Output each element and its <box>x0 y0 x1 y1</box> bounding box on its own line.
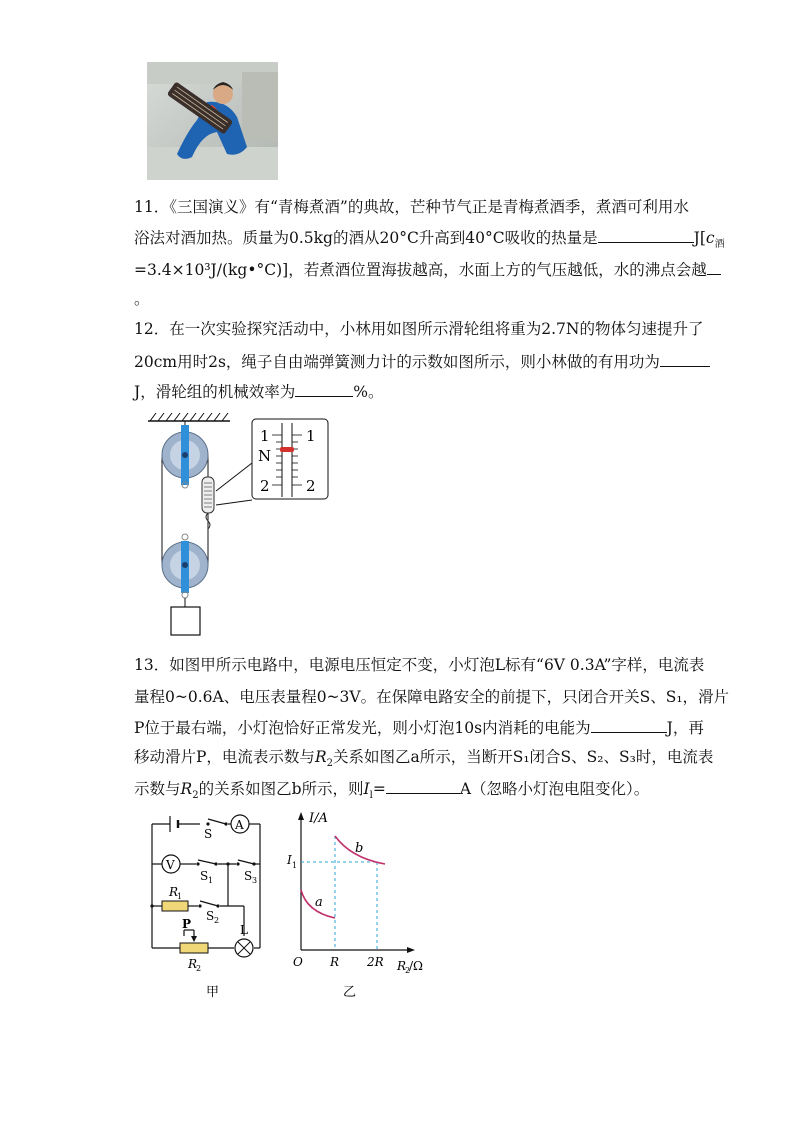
q13-line-5-text: 示数与 <box>134 780 181 798</box>
switch-s1-label: S <box>200 869 209 883</box>
q12-work-answer-blank[interactable] <box>660 350 710 367</box>
callout-line-top <box>216 463 252 491</box>
q13-line-1: 13．如图甲所示电路中，电源电压恒定不变，小灯泡L标有“6V 0.3A”字样，电流表 <box>134 656 705 674</box>
curve-b-label: b <box>355 841 364 856</box>
slider-arrow <box>191 936 197 942</box>
slider-p-label: P <box>182 917 192 931</box>
q11-heat-answer-blank[interactable] <box>598 226 694 243</box>
q11-c-subscript: 酒 <box>714 239 725 251</box>
q13-r2-subscript: 2 <box>326 758 333 770</box>
q11-line-2-unit: J[ <box>693 229 706 247</box>
scale-label-2-right: 2 <box>306 477 316 495</box>
tick-r-label: R <box>330 955 340 969</box>
origin-label: O <box>293 955 303 969</box>
scale-reading-callout <box>252 419 328 499</box>
rheostat-r2 <box>180 943 208 953</box>
switch-s3-label: S <box>244 869 253 883</box>
current-resistance-graph <box>285 800 435 1005</box>
q13-line-4 <box>134 746 713 775</box>
q13-r2-subscript-2: 2 <box>192 790 199 802</box>
q12-line-3 <box>134 380 383 403</box>
scale-pointer <box>280 447 294 452</box>
q13-line-3-text: P位于最右端，小灯泡恰好正常发光，则小灯泡10s内消耗的电能为 <box>134 719 591 737</box>
ammeter-label: A <box>235 818 244 832</box>
scale-unit-label: N <box>258 447 272 465</box>
curve-a-label: a <box>315 895 323 910</box>
switch-s2-subscript: 2 <box>214 916 220 925</box>
ceiling-hatch <box>150 413 228 421</box>
q12-line-3-text: J，滑轮组的机械效率为 <box>134 383 296 401</box>
lamp-l-label: L <box>240 923 248 937</box>
y-axis-label: I/A <box>309 811 328 826</box>
r2-label: R <box>188 957 198 971</box>
spring-scale <box>202 477 214 529</box>
x-axis-label: R <box>397 959 407 973</box>
q13-line-3-end: J，再 <box>666 719 704 737</box>
fixed-pulley <box>162 425 208 488</box>
q13-line-5-mid: 的关系如图乙b所示，则 <box>198 780 364 798</box>
scale-label-1-right: 1 <box>306 427 316 445</box>
x-axis-arrow <box>407 947 415 953</box>
guide-lines <box>301 836 377 950</box>
r1-subscript: 1 <box>177 892 183 901</box>
q12-line-1: 12．在一次实验探究活动中，小林用如图所示滑轮组将重为2.7N的物体匀速提升了 <box>134 320 704 338</box>
circuit-caption: 甲 <box>206 985 220 1000</box>
q13-line-4-text: 移动滑片P，电流表示数与 <box>134 748 315 766</box>
circuit-diagram <box>140 808 270 1008</box>
q11-boiling-answer-blank[interactable] <box>707 258 721 275</box>
q11-line-3-text: =3.4×10³J/(kg•°C)]，若煮酒位置海拔越高，水面上方的气压越低，水的沸点会越 <box>134 261 707 279</box>
q13-equals: = <box>372 780 386 798</box>
q11-c-symbol: c <box>705 229 715 247</box>
r1-label: R <box>169 885 179 899</box>
pulley-diagram <box>140 405 340 640</box>
switch-s-label: S <box>204 827 213 841</box>
astronaut-photo <box>147 62 278 180</box>
resistor-r1 <box>162 901 188 911</box>
q12-line-3-end: %。 <box>353 383 384 401</box>
q13-energy-answer-blank[interactable] <box>591 716 667 733</box>
weight-block <box>171 607 200 635</box>
q13-current-answer-blank[interactable] <box>386 777 460 794</box>
i1-subscript: 1 <box>292 861 298 870</box>
q11-line-2 <box>134 226 725 256</box>
q11-line-4: 。 <box>134 290 150 308</box>
callout-line-bottom <box>216 500 252 505</box>
y-axis-arrow <box>298 812 304 820</box>
voltmeter-label: V <box>166 858 175 872</box>
switch-s2-label: S <box>206 909 215 923</box>
q13-line-4-end: 关系如图乙a所示，当断开S₁闭合S、S₂、S₃时，电流表 <box>332 748 714 766</box>
scale-label-1-left: 1 <box>260 427 270 445</box>
astronaut-photo-illustration <box>147 62 278 180</box>
switch-s1-subscript: 1 <box>208 876 214 885</box>
switch-s3-subscript: 3 <box>252 876 258 885</box>
q12-line-2 <box>134 350 710 373</box>
q12-efficiency-answer-blank[interactable] <box>295 380 353 397</box>
x-axis-unit: /Ω <box>409 959 423 973</box>
scale-label-2-left: 2 <box>260 477 270 495</box>
q12-line-2-text: 20cm用时2s，绳子自由端弹簧测力计的示数如图所示，则小林做的有用功为 <box>134 353 660 371</box>
movable-pulley <box>162 534 208 598</box>
q13-i1-symbol: I <box>363 780 370 798</box>
q11-line-1: 11．《三国演义》有“青梅煮酒”的典故，芒种节气正是青梅煮酒季，煮酒可利用水 <box>134 198 689 216</box>
q13-line-2: 量程0~0.6A、电压表量程0~3V。在保障电路安全的前提下，只闭合开关S、S₁，滑片 <box>134 688 730 706</box>
tick-2r-label: 2R <box>367 955 384 969</box>
q13-i1-subscript: l <box>369 790 373 802</box>
r2-subscript: 2 <box>196 964 202 973</box>
q13-line-3 <box>134 716 704 739</box>
q11-line-3 <box>134 258 721 281</box>
i1-label: I <box>287 853 292 867</box>
graph-caption: 乙 <box>343 985 357 1000</box>
q13-r2-symbol-2: R <box>180 780 193 798</box>
x-axis-subscript: 2 <box>405 966 411 975</box>
q13-line-5-end: A（忽略小灯泡电阻变化）。 <box>459 780 650 798</box>
q13-r2-symbol: R <box>314 748 327 766</box>
q11-line-2-text: 浴法对酒加热。质量为0.5kg的酒从20°C升高到40°C吸收的热量是 <box>134 229 598 247</box>
